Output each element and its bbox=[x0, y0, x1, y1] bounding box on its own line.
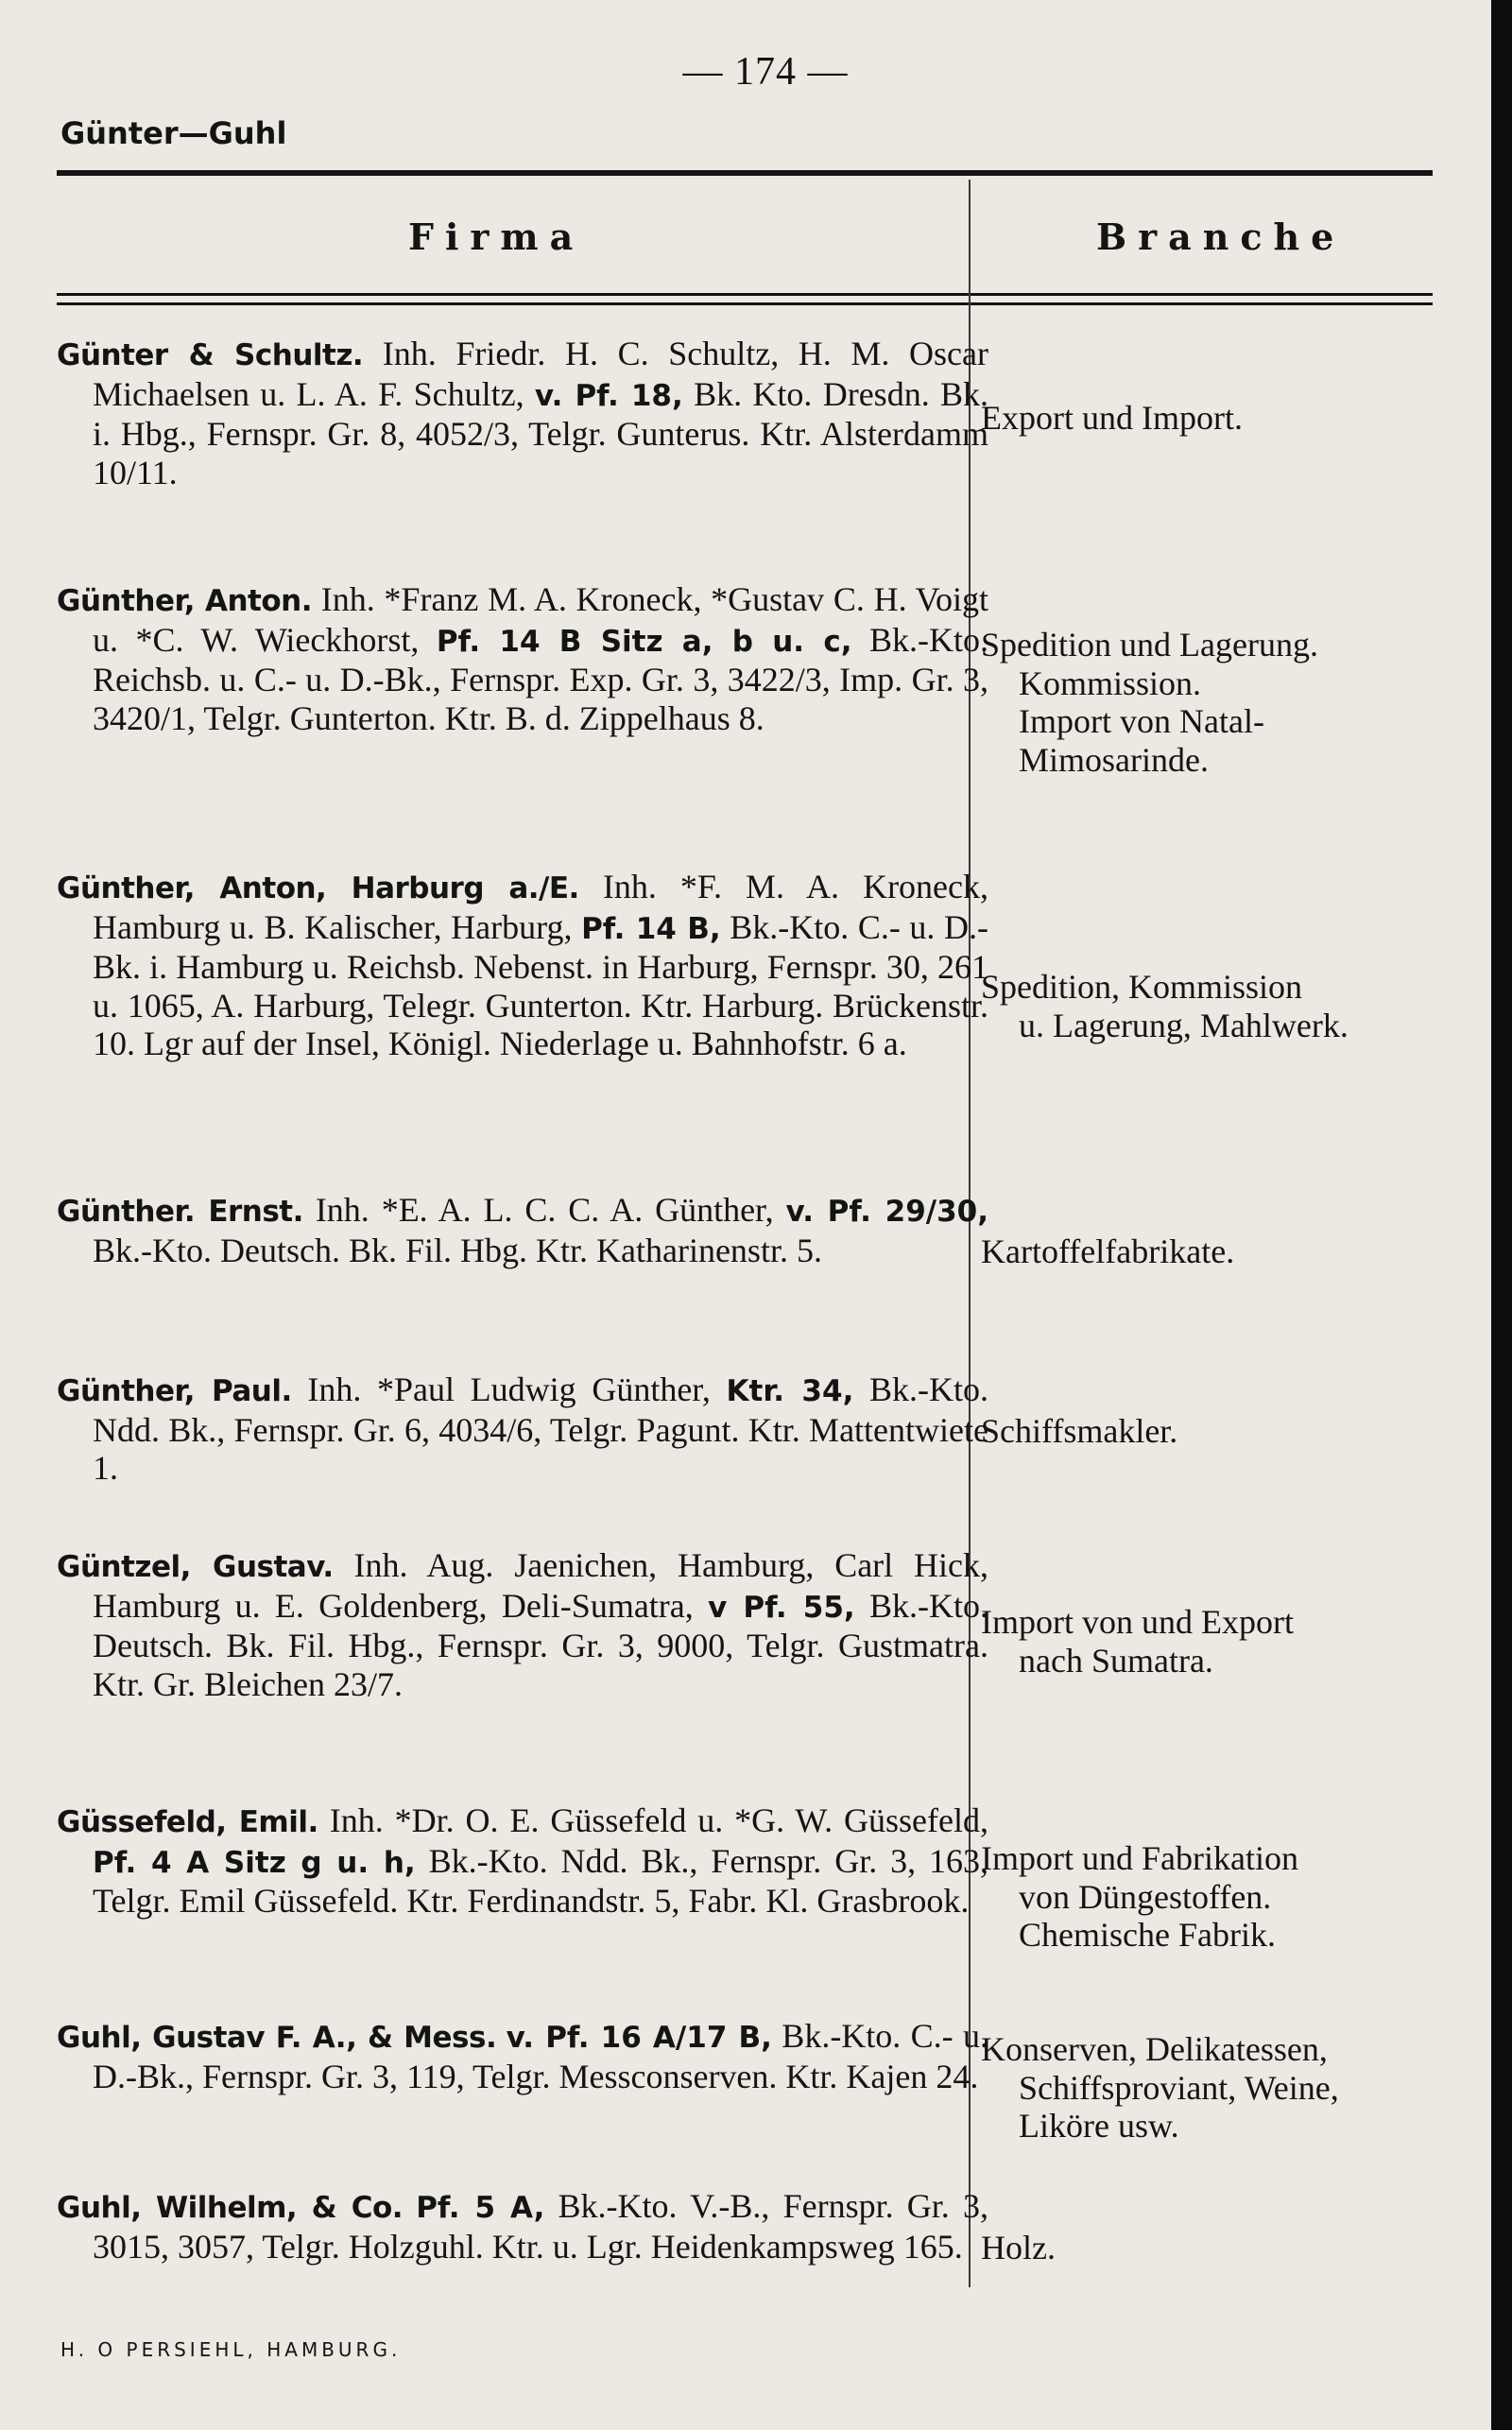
entry-firma bbox=[57, 2017, 988, 2095]
firm-details: Inh. *F. M. A. Kroneck, Hamburg u. B. Kalischer, Harburg, bbox=[93, 868, 989, 946]
entry-branche bbox=[981, 1839, 1435, 1955]
firm-postbox: Pf. 14 B Sitz a, b u. c, bbox=[436, 624, 852, 659]
firm-details: Inh. Aug. Jaenichen, Hamburg, Carl Hick, Hamburg u. E. Goldenberg, Deli-Sumatra, bbox=[93, 1546, 989, 1625]
entry-firma bbox=[57, 1801, 988, 1921]
branche-line: Schiffsproviant, Weine, bbox=[1019, 2068, 1339, 2107]
entry-branche bbox=[981, 626, 1435, 779]
firm-details-cont: Bk.-Kto. Deutsch. Bk. Fil. Hbg., Fernspr. Gr. 3, 9000, Telgr. Gustmatra. Ktr. Gr. Bleichen 23/7. bbox=[93, 1586, 989, 1703]
entry-branche bbox=[981, 968, 1435, 1044]
firm-postbox: Pf. 5 A, bbox=[416, 2191, 545, 2225]
firm-postbox: v. Pf. 29/30, bbox=[785, 1195, 989, 1229]
firm-details-cont: Bk.-Kto. C.- u. D.-Bk., Fernspr. Gr. 3, 119, Telgr. Messconserven. Ktr. Kajen 24. bbox=[93, 2017, 989, 2095]
firm-postbox: Pf. 4 A Sitz g u. h, bbox=[93, 1845, 416, 1880]
branche-line: Holz. bbox=[981, 2229, 1056, 2266]
header-double-rule-top bbox=[57, 293, 1433, 296]
printer-imprint: H. O PERSIEHL, HAMBURG. bbox=[60, 2338, 402, 2361]
entry-branche bbox=[981, 2030, 1435, 2146]
entry-branche bbox=[981, 2229, 1435, 2267]
firm-details-cont: Bk.-Kto. C.- u. D.-Bk. i. Hamburg u. Reichsb. Nebenst. in Harburg, Fernspr. 30, 261 u. 1065, A. Harburg, Telegr. Gunterton. Ktr. Harburg. Brückenstr. 10. Lgr auf der Insel, Königl. Niederlage u. Bahnhofstr. 6 a. bbox=[93, 907, 988, 1062]
header-double-rule-bottom bbox=[57, 302, 1433, 305]
firm-details-cont: Bk.-Kto. Reichsb. u. C.- u. D.-Bk., Fernspr. Exp. Gr. 3, 3422/3, Imp. Gr. 3, 3420/1, Telgr. Gunterton. Ktr. B. d. Zippelhaus 8. bbox=[93, 620, 988, 737]
firm-postbox: v. Pf. 18, bbox=[534, 378, 683, 413]
branche-line: Schiffsmakler. bbox=[981, 1412, 1178, 1450]
running-head: Günter—Guhl bbox=[60, 115, 287, 151]
branche-line: Import und Fabrikation bbox=[981, 1839, 1298, 1877]
entry-branche bbox=[981, 1412, 1435, 1451]
firm-details bbox=[496, 2017, 506, 2055]
branche-line: Mimosarinde. bbox=[1019, 740, 1209, 779]
firm-details-cont: Bk.-Kto. V.-B., Fernspr. Gr. 3, 3015, 3057, Telgr. Holzguhl. Ktr. u. Lgr. Heidenkampsweg 165. bbox=[93, 2187, 988, 2266]
branche-line: Konserven, Delikatessen, bbox=[981, 2030, 1328, 2068]
column-header-branche: Branche bbox=[1096, 215, 1346, 258]
branche-line: Kartoffelfabrikate. bbox=[981, 1232, 1235, 1270]
firm-details-cont: Bk.-Kto. Deutsch. Bk. Fil. Hbg. Ktr. Katharinenstr. 5. bbox=[93, 1231, 822, 1269]
branche-line: Import von Natal- bbox=[1019, 702, 1264, 740]
branche-line: nach Sumatra. bbox=[1019, 1641, 1213, 1680]
firm-details-cont: Bk.-Kto. Ndd. Bk., Fernspr. Gr. 6, 4034/6, Telgr. Pagunt. Ktr. Mattentwiete 1. bbox=[93, 1370, 989, 1487]
firm-postbox: v Pf. 55, bbox=[708, 1590, 855, 1625]
firm-name: Günther. Ernst. bbox=[57, 1195, 303, 1229]
page-number: — 174 — bbox=[682, 50, 849, 94]
branche-line: Spedition, Kommission bbox=[981, 968, 1303, 1006]
firm-details: Inh. *Franz M. A. Kroneck, *Gustav C. H. Voigt u. *C. W. Wieckhorst, bbox=[93, 580, 988, 659]
firm-name: Güssefeld, Emil. bbox=[57, 1805, 318, 1839]
entry-firma bbox=[57, 335, 988, 491]
branche-line: Spedition und Lagerung. bbox=[981, 626, 1318, 664]
branche-line: von Düngestoffen. bbox=[1019, 1877, 1272, 1916]
entry-firma bbox=[57, 1370, 988, 1488]
page-edge bbox=[1491, 0, 1512, 2430]
entry-firma bbox=[57, 1546, 988, 1703]
firm-details: Inh. Friedr. H. C. Schultz, H. M. Oscar Michaelsen u. L. A. F. Schultz, bbox=[93, 335, 988, 413]
firm-name: Günther, Paul. bbox=[57, 1374, 292, 1408]
firm-name: Guhl, Wilhelm, & Co. bbox=[57, 2191, 404, 2225]
firm-details-cont: Bk.-Kto. Ndd. Bk., Fernspr. Gr. 3, 163, Telgr. Emil Güssefeld. Ktr. Ferdinandstr. 5, Fabr. Kl. Grasbrook. bbox=[93, 1841, 988, 1920]
firm-postbox: Pf. 14 B, bbox=[581, 911, 721, 946]
firm-name: Günter & Schultz. bbox=[57, 338, 364, 372]
firm-postbox: Ktr. 34, bbox=[726, 1374, 854, 1408]
firm-details: Inh. *E. A. L. C. C. A. Günther, bbox=[302, 1191, 786, 1229]
firm-name: Guhl, Gustav F. A., & Mess. bbox=[57, 2021, 497, 2055]
firm-name: Güntzel, Gustav. bbox=[57, 1550, 334, 1584]
branche-line: u. Lagerung, Mahlwerk. bbox=[1019, 1006, 1349, 1044]
firm-name: Günther, Anton, Harburg a./E. bbox=[57, 871, 579, 905]
entry-branche bbox=[981, 1603, 1435, 1680]
column-header-firma: Firma bbox=[408, 215, 585, 258]
entry-firma bbox=[57, 580, 988, 737]
branche-line: Export und Import. bbox=[981, 399, 1243, 437]
header-rule bbox=[57, 170, 1433, 176]
firm-details: Inh. *Paul Ludwig Günther, bbox=[291, 1370, 727, 1408]
firm-details-cont: Bk. Kto. Dresdn. Bk. i. Hbg., Fernspr. Gr. 8, 4052/3, Telgr. Gunterus. Ktr. Alsterdamm 10/11. bbox=[93, 374, 989, 491]
branche-line: Chemische Fabrik. bbox=[1019, 1916, 1276, 1954]
firm-postbox: v. Pf. 16 A/17 B, bbox=[506, 2021, 772, 2055]
entry-firma bbox=[57, 868, 988, 1063]
entry-firma bbox=[57, 2187, 988, 2266]
entry-firma bbox=[57, 1191, 988, 1269]
firm-name: Günther, Anton. bbox=[57, 584, 313, 618]
firm-details: Inh. *Dr. O. E. Güssefeld u. *G. W. Güssefeld, bbox=[318, 1801, 988, 1839]
entry-branche bbox=[981, 399, 1435, 438]
branche-line: Kommission. bbox=[1019, 664, 1202, 702]
entry-branche bbox=[981, 1232, 1435, 1271]
branche-line: Liköre usw. bbox=[1019, 2107, 1179, 2145]
firm-details bbox=[403, 2187, 416, 2225]
branche-line: Import von und Export bbox=[981, 1603, 1294, 1641]
